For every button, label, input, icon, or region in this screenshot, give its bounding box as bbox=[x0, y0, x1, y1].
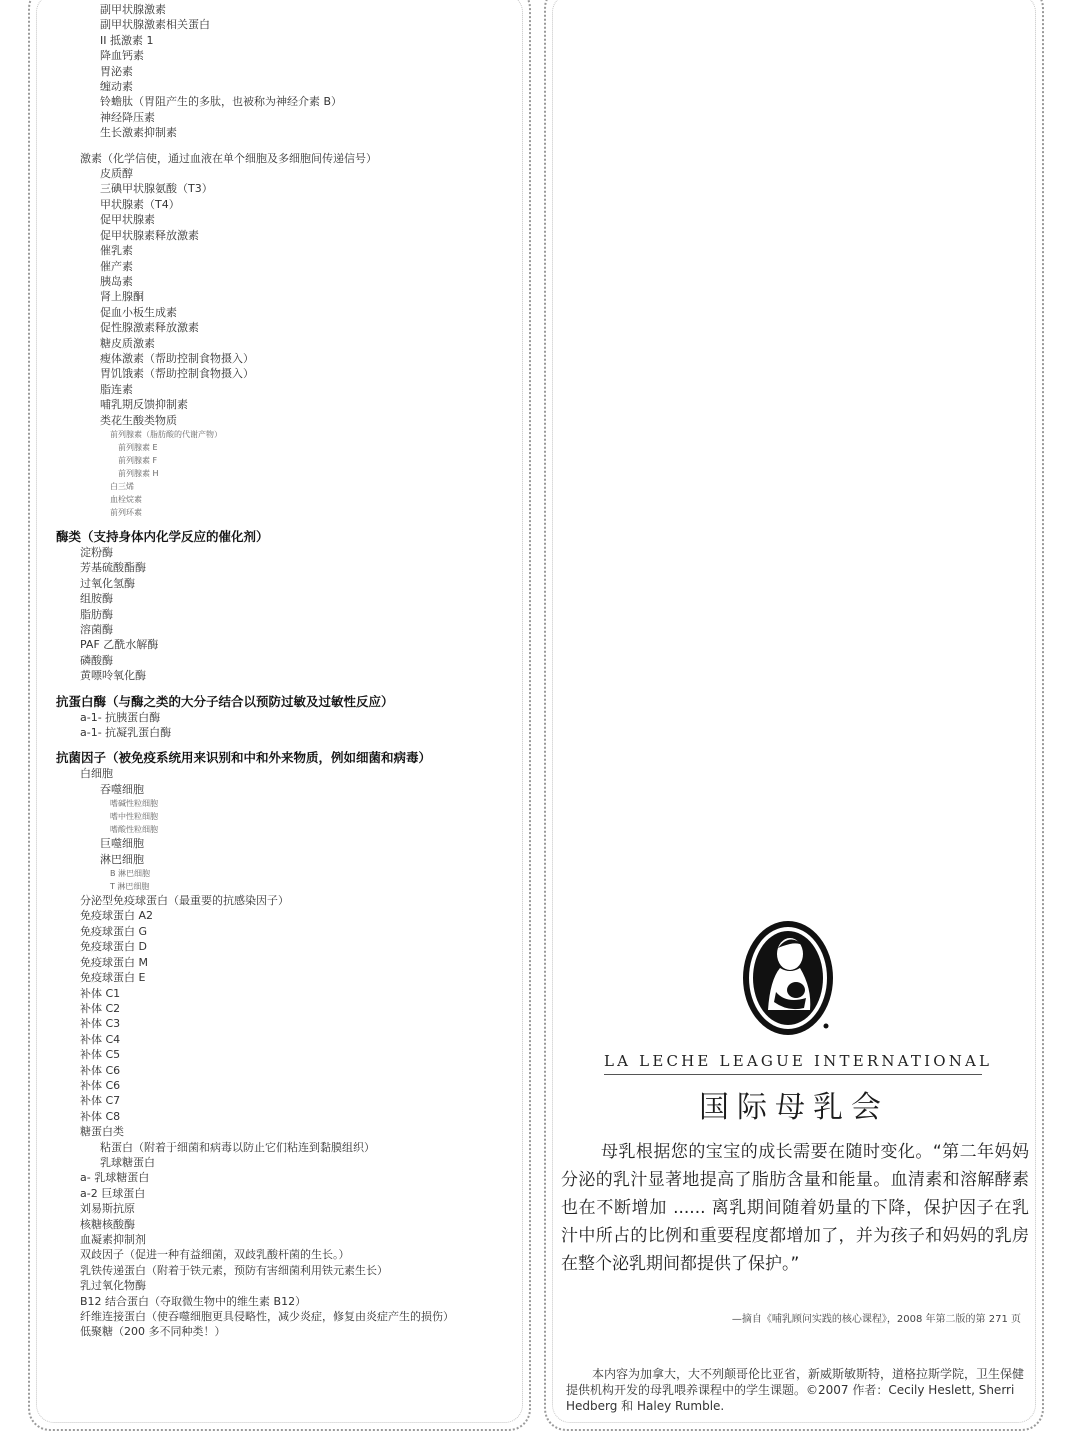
list-item: 乳过氧化物酶 bbox=[80, 1279, 146, 1293]
list-item: 淀粉酶 bbox=[80, 545, 113, 559]
section-heading: 抗菌因子（被免疫系统用来识别和中和外来物质，例如细菌和病毒） bbox=[56, 750, 432, 766]
brand-name-english: LA LECHE LEAGUE INTERNATIONAL bbox=[604, 1052, 993, 1070]
list-item: a-2 巨球蛋白 bbox=[80, 1186, 146, 1200]
list-item: 糖皮质激素 bbox=[100, 336, 155, 350]
brand-divider bbox=[604, 1074, 982, 1075]
list-item: 刘易斯抗原 bbox=[80, 1202, 135, 1216]
list-item: 前列腺素（脂肪酸的代谢产物） bbox=[110, 429, 222, 439]
list-item: 激素（化学信使，通过血液在单个细胞及多细胞间传递信号） bbox=[80, 151, 377, 165]
list-item: 补体 C5 bbox=[80, 1048, 121, 1062]
list-item: 促性腺激素释放激素 bbox=[100, 321, 199, 335]
section-heading: 抗蛋白酶（与酶之类的大分子结合以预防过敏及过敏性反应） bbox=[56, 693, 394, 709]
list-item: 免疫球蛋白 E bbox=[80, 971, 146, 985]
list-item: 神经降压素 bbox=[100, 110, 155, 124]
list-item: II 抵激素 1 bbox=[100, 33, 154, 47]
list-item: 双歧因子（促进一种有益细菌，双歧乳酸杆菌的生长。） bbox=[80, 1248, 350, 1262]
list-item: 皮质醇 bbox=[100, 167, 133, 181]
list-item: 核糖核酸酶 bbox=[80, 1217, 135, 1231]
list-item: 嗜碱性粒细胞 bbox=[110, 799, 158, 809]
list-item: 乳铁传递蛋白（附着于铁元素，预防有害细菌利用铁元素生长） bbox=[80, 1263, 388, 1277]
list-item: 肾上腺酮 bbox=[100, 290, 144, 304]
list-item: 促血小板生成素 bbox=[100, 305, 177, 319]
list-item: 胃饥饿素（帮助控制食物摄入） bbox=[100, 367, 254, 381]
list-item: 补体 C8 bbox=[80, 1109, 121, 1123]
list-item: 补体 C4 bbox=[80, 1032, 121, 1046]
list-item: 纤维连接蛋白（使吞噬细胞更具侵略性，减少炎症，修复由炎症产生的损伤） bbox=[80, 1310, 454, 1324]
list-item: 免疫球蛋白 G bbox=[80, 924, 148, 938]
list-item: 免疫球蛋白 D bbox=[80, 940, 147, 954]
list-item: 催乳素 bbox=[100, 244, 133, 258]
list-item: 吞噬细胞 bbox=[100, 782, 144, 796]
list-item: 嗜中性粒细胞 bbox=[110, 812, 158, 822]
list-item: 磷酸酶 bbox=[80, 653, 113, 667]
list-item: 黄嘌呤氧化酶 bbox=[80, 669, 146, 683]
list-item: 补体 C2 bbox=[80, 1001, 121, 1015]
list-item: 缠动素 bbox=[100, 80, 133, 94]
list-item: 血栓烷素 bbox=[110, 494, 142, 504]
list-item: a-1- 抗胰蛋白酶 bbox=[80, 710, 161, 724]
list-item: 补体 C7 bbox=[80, 1094, 121, 1108]
list-item: 三碘甲状腺氨酸（T3） bbox=[100, 182, 213, 196]
list-item: T 淋巴细胞 bbox=[110, 882, 150, 892]
list-item: PAF 乙酰水解酶 bbox=[80, 638, 159, 652]
list-item: 胃泌素 bbox=[100, 64, 133, 78]
breastmilk-component-list bbox=[56, 2, 526, 1340]
list-item: 铃蟾肽（胃阻产生的多肽，也被称为神经介素 B） bbox=[100, 95, 343, 109]
mother-and-baby-emblem-icon bbox=[740, 918, 836, 1042]
list-item: 前列腺素 E bbox=[118, 442, 158, 452]
list-item: 乳球糖蛋白 bbox=[100, 1155, 155, 1169]
list-item: 促甲状腺素 bbox=[100, 213, 155, 227]
brand-name-chinese: 国际母乳会 bbox=[699, 1090, 889, 1125]
list-item: 低聚糖（200 多不同种类！） bbox=[80, 1325, 226, 1339]
list-item: 补体 C6 bbox=[80, 1078, 121, 1092]
list-item: 溶菌酶 bbox=[80, 623, 113, 636]
list-item: 免疫球蛋白 A2 bbox=[80, 909, 154, 923]
list-item: a-1- 抗凝乳蛋白酶 bbox=[80, 726, 172, 740]
footnote: 本内容为加拿大，大不列颠哥伦比亚省，新威斯敏斯特，道格拉斯学院，卫生保健提供机构开发的母乳喂养课程中的学生课题。©2007 作者：Cecily Heslett, Sherri Hedberg 和 Haley Rumble. bbox=[566, 1367, 1025, 1413]
list-item: 前列腺素 H bbox=[118, 468, 159, 478]
list-item: B 淋巴细胞 bbox=[110, 869, 151, 879]
list-item: 分泌型免疫球蛋白（最重要的抗感染因子） bbox=[80, 894, 289, 908]
list-item: 补体 C6 bbox=[80, 1063, 121, 1077]
list-item: a- 乳球糖蛋白 bbox=[80, 1171, 150, 1185]
list-item: 过氧化氢酶 bbox=[80, 576, 135, 590]
list-item: 免疫球蛋白 M bbox=[80, 955, 148, 969]
list-item: 促甲状腺素释放激素 bbox=[100, 228, 199, 242]
list-item: 补体 C3 bbox=[80, 1017, 121, 1031]
list-item: 补体 C1 bbox=[80, 986, 121, 1000]
list-item: 副甲状腺激素相关蛋白 bbox=[100, 18, 210, 32]
list-item: 白细胞 bbox=[80, 767, 113, 781]
quote-text: 母乳根据您的宝宝的成长需要在随时变化。“第二年妈妈分泌的乳汁显著地提高了脂肪含量和能量。血清素和溶解酵素也在不断增加 ...... 离乳期间随着奶量的下降，保护因子在乳汁中所占的比例和重要程度都增加了，并为孩子和妈妈的乳房在整个泌乳期间都提供了保护。” bbox=[561, 1142, 1029, 1274]
list-item: 嗜酸性粒细胞 bbox=[110, 825, 158, 835]
list-item: 甲状腺素（T4） bbox=[100, 197, 180, 211]
list-item: 生长激素抑制素 bbox=[100, 126, 177, 140]
list-item: 组胺酶 bbox=[80, 592, 113, 606]
list-item: 脂肪酶 bbox=[80, 607, 113, 621]
list-item: 副甲状腺激素 bbox=[100, 3, 166, 16]
list-item: 类花生酸类物质 bbox=[100, 413, 177, 427]
list-item: 哺乳期反馈抑制素 bbox=[100, 398, 188, 412]
list-item: 淋巴细胞 bbox=[100, 852, 144, 866]
list-item: 芳基硫酸酯酶 bbox=[80, 561, 146, 575]
list-item: 巨噬细胞 bbox=[100, 837, 144, 851]
quote-citation: —摘自《哺乳顾问实践的核心课程》，2008 年第二版的第 271 页 bbox=[731, 1314, 1021, 1325]
list-item: 脂连素 bbox=[100, 382, 133, 396]
list-item: 粘蛋白（附着于细菌和病毒以防止它们粘连到黏膜组织） bbox=[100, 1140, 375, 1154]
list-item: 前列腺素 F bbox=[118, 455, 158, 465]
list-item: 瘦体激素（帮助控制食物摄入） bbox=[100, 351, 254, 365]
list-item: 催产素 bbox=[100, 259, 133, 273]
list-item: B12 结合蛋白（夺取微生物中的维生素 B12） bbox=[80, 1294, 307, 1308]
list-item: 糖蛋白类 bbox=[80, 1125, 124, 1139]
list-item: 降血钙素 bbox=[100, 49, 144, 63]
list-item: 胰岛素 bbox=[100, 274, 133, 288]
list-item: 前列环素 bbox=[110, 507, 142, 517]
list-item: 血凝素抑制剂 bbox=[80, 1233, 146, 1246]
list-item: 白三烯 bbox=[110, 481, 134, 491]
section-heading: 酶类（支持身体内化学反应的催化剂） bbox=[56, 528, 269, 544]
list-spacer bbox=[56, 141, 526, 151]
